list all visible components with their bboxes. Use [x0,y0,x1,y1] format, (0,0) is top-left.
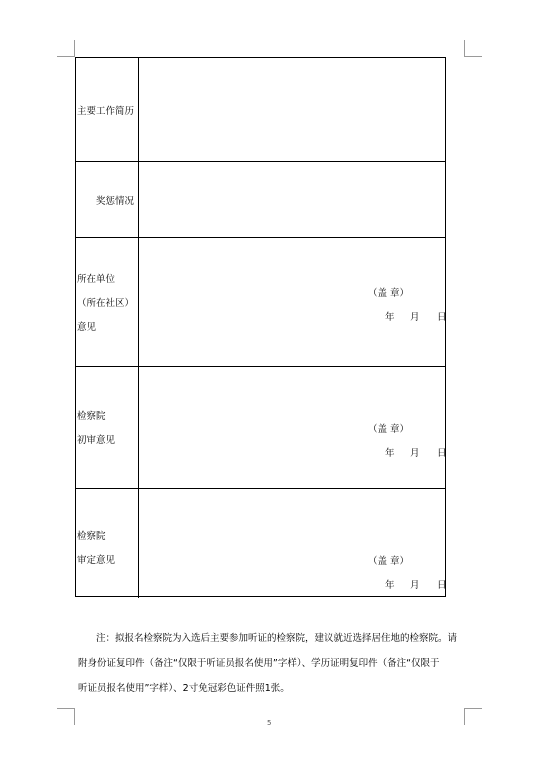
unit-opinion-label-line3: 意见 [77,322,97,333]
rewards-row [76,162,445,238]
final-date-year: 年 [385,580,395,591]
unit-date-year: 年 [385,312,395,323]
crop-mark-bottom-right-h [465,708,482,709]
crop-mark-top-left-h [57,56,74,57]
note-line-3: 听证员报名使用”字样）、2寸免冠彩色证件照1张。 [78,683,290,694]
final-review-label-line2: 审定意见 [77,555,116,566]
crop-mark-bottom-left [74,708,75,725]
column-divider [138,489,139,598]
final-review-label-line1: 检察院 [77,531,106,542]
crop-mark-top-right [464,40,465,57]
note-line-1: 注：拟报名检察院为入选后主要参加听证的检察院，建议就近选择居住地的检察院。请 [96,633,458,644]
work-history-label: 主要工作简历 [77,106,135,117]
application-form-table [75,57,446,597]
page-number: 5 [267,719,272,727]
note-paragraph [78,626,458,701]
column-divider [138,367,139,488]
final-stamp-label: （盖 章） [368,556,410,567]
unit-stamp-label: （盖 章） [368,288,410,299]
preliminary-date-day: 日 [437,448,447,459]
crop-mark-bottom-left-h [57,708,74,709]
preliminary-review-label-line1: 检察院 [77,411,106,422]
work-history-row [76,58,445,162]
preliminary-date-month: 月 [410,448,420,459]
work-history-field[interactable] [139,58,445,161]
unit-opinion-label-line1: 所在单位 [77,274,116,285]
unit-date-month: 月 [410,312,420,323]
note-line-2: 附身份证复印件（备注“仅限于听证员报名使用”字样）、学历证明复印件（备注“仅限于 [78,658,440,669]
crop-mark-top-right-h [465,56,482,57]
crop-mark-top-left [74,40,75,57]
final-review-row [76,489,445,598]
rewards-field[interactable] [139,162,445,237]
rewards-label: 奖惩情况 [96,196,135,207]
final-date-month: 月 [410,580,420,591]
unit-opinion-label-line2: （所在社区） [77,298,135,309]
preliminary-review-row [76,367,445,489]
preliminary-stamp-label: （盖 章） [368,424,410,435]
column-divider [138,238,139,366]
preliminary-date-year: 年 [385,448,395,459]
unit-date-day: 日 [437,312,447,323]
final-date-day: 日 [437,580,447,591]
crop-mark-bottom-right [464,708,465,725]
preliminary-review-label-line2: 初审意见 [77,435,116,446]
unit-opinion-row [76,238,445,367]
